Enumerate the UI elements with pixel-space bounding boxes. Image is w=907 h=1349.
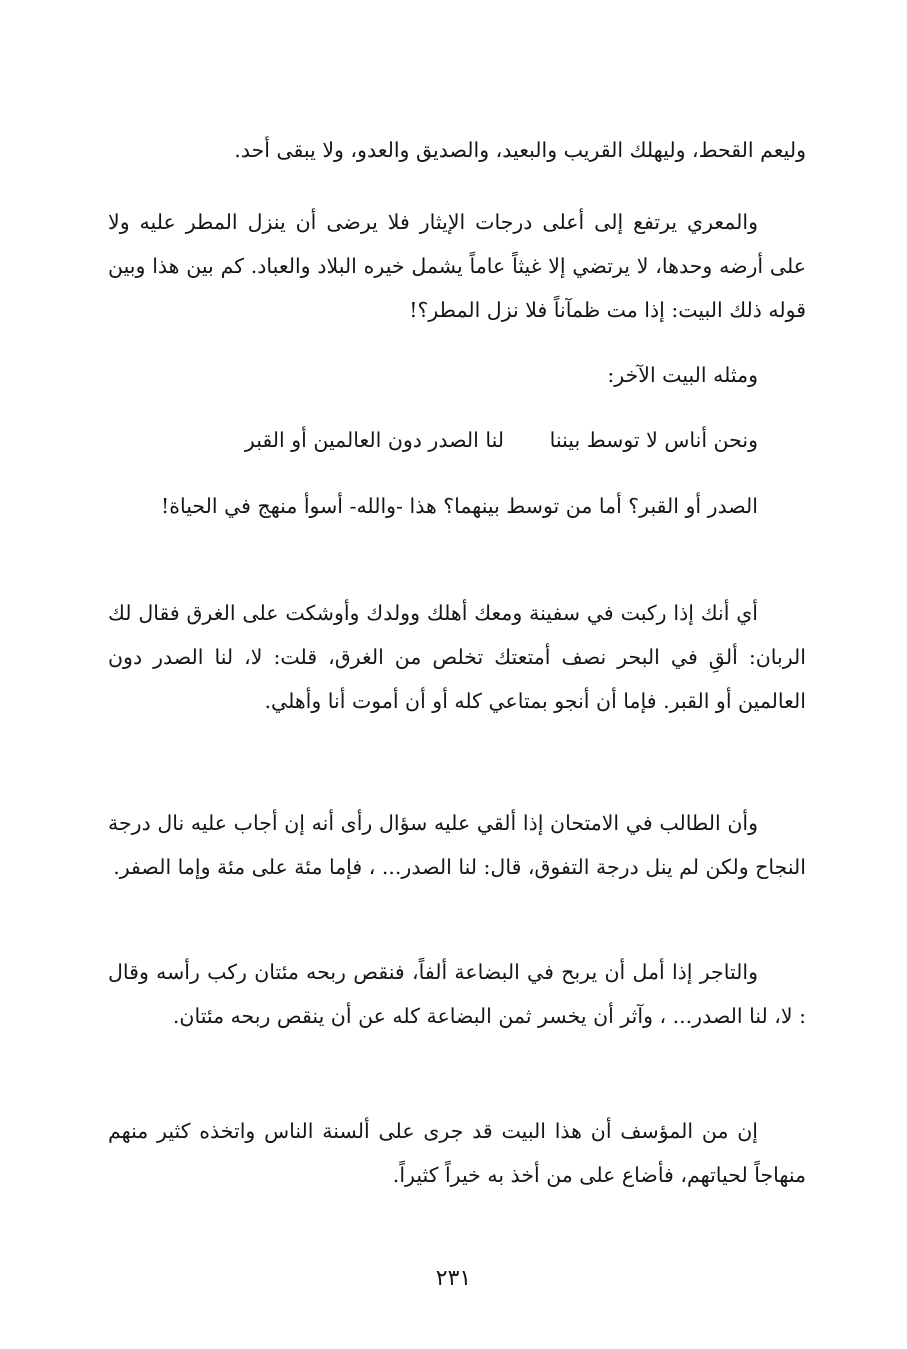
paragraph-8: إن من المؤسف أن هذا البيت قد جرى على ألسنة الناس واتخذه كثير منهم منهاجاً لحياتهم، فأضاع على من أخذ به خيراً كثيراً. <box>108 1119 806 1187</box>
book-page <box>108 0 806 1349</box>
page-number: ٢٣١ <box>435 1266 472 1291</box>
paragraph-4: الصدر أو القبر؟ أما من توسط بينهما؟ هذا -والله- أسوأ منهج في الحياة! <box>160 494 758 518</box>
paragraph-7: والتاجر إذا أمل أن يربح في البضاعة ألفاً، فنقص ربحه مئتان ركب رأسه وقال : لا، لنا الصدر... ، وآثر أن يخسر ثمن البضاعة كله عن أن ينقص ربحه مئتان. <box>108 960 806 1028</box>
paragraph-2: والمعري يرتفع إلى أعلى درجات الإيثار فلا يرضى أن ينزل المطر عليه ولا على أرضه وحدها، لا يرتضي إلا غيثاً عاماً يشمل خيره البلاد والعباد. كم بين هذا وبين قوله ذلك البيت: إذا مت ظمآناً فلا نزل المطر؟! <box>108 210 806 322</box>
paragraph-3: ومثله البيت الآخر: <box>607 363 758 387</box>
verse-first-hemistich: ونحن أناس لا توسط بيننا <box>549 428 758 452</box>
poetry-verse <box>108 418 806 462</box>
verse-second-hemistich: لنا الصدر دون العالمين أو القبر <box>244 428 504 452</box>
paragraph-1: وليعم القحط، وليهلك القريب والبعيد، والصديق والعدو، ولا يبقى أحد. <box>234 138 806 162</box>
paragraph-6: وأن الطالب في الامتحان إذا ألقي عليه سؤال رأى أنه إن أجاب عليه نال درجة النجاح ولكن لم ينل درجة التفوق، قال: لنا الصدر... ، فإما مئة على مئة وإما الصفر. <box>108 811 806 879</box>
paragraph-5: أي أنك إذا ركبت في سفينة ومعك أهلك وولدك وأوشكت على الغرق فقال لك الربان: ألقِ في البحر نصف أمتعتك تخلص من الغرق، قلت: لا، لنا الصدر دون العالمين أو القبر. فإما أن أنجو بمتاعي كله أو أن أموت أنا وأهلي. <box>108 601 806 713</box>
